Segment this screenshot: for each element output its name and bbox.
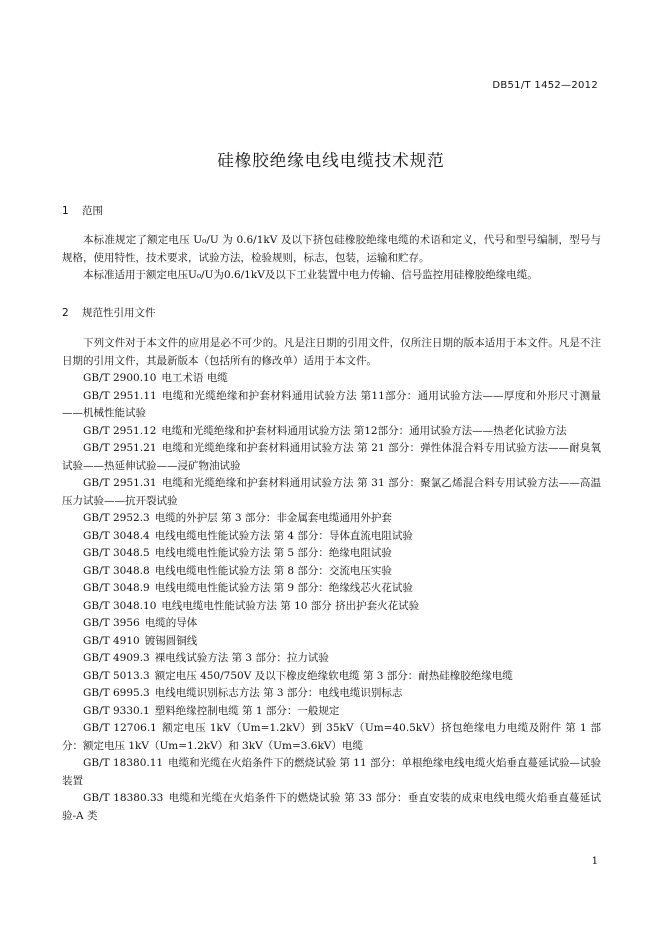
reference-title: 电缆的导体 [144, 617, 198, 629]
reference-code: GB/T 2951.11 [83, 389, 157, 402]
reference-code: GB/T 3048.4 [83, 529, 150, 542]
section-title: 规范性引用文件 [82, 307, 156, 319]
reference-code: GB/T 2951.21 [83, 442, 157, 454]
section-number: 1 [62, 205, 69, 217]
reference-code: GB/T 2900.10 [83, 372, 157, 384]
reference-title: 电线电缆电性能试验方法 第 9 部分：绝缘线芯火花试验 [154, 582, 413, 594]
reference-code: GB/T 12706.1 [83, 722, 157, 734]
reference-code: GB/T 18380.33 [83, 792, 164, 804]
reference-title: 电工术语 电缆 [161, 372, 228, 384]
section-title: 范围 [82, 205, 103, 217]
reference-title: 电缆和光缆绝缘和护套材料通用试验方法 第12部分：通用试验方法——热老化试验方法 [161, 424, 567, 437]
reference-item [62, 790, 601, 825]
reference-item [62, 510, 601, 528]
reference-item [62, 528, 601, 546]
reference-item [62, 668, 601, 686]
reference-item [62, 703, 601, 721]
reference-item [62, 633, 601, 651]
section-1-heading [62, 203, 103, 218]
page-number: 1 [591, 856, 598, 867]
reference-title: 额定电压 1kV（Um=1.2kV）到 35kV（Um=40.5kV）挤包绝缘电力电缆及附件 第 1 部分：额定电压 1kV（Um=1.2kV）和 3kV（Um=3.6kV）电缆 [62, 722, 601, 752]
section-number: 2 [62, 307, 69, 319]
reference-title: 裸电线试验方法 第 3 部分：拉力试验 [154, 652, 329, 664]
reference-code: GB/T 3956 [83, 617, 140, 629]
reference-title: 电缆和光缆绝缘和护套材料通用试验方法 第11部分：通用试验方法——厚度和外形尺寸测量——机械性能试验 [62, 389, 601, 419]
paragraph: 下列文件对于本文件的应用是必不可少的。凡是注日期的引用文件，仅所注日期的版本适用于本文件。凡是不注日期的引用文件，其最新版本（包括所有的修改单）适用于本文件。 [62, 337, 601, 367]
reference-item [62, 440, 601, 475]
reference-item [62, 475, 601, 510]
reference-item [62, 388, 601, 423]
document-code: DB51/T 1452—2012 [492, 80, 598, 91]
reference-item [62, 545, 601, 563]
reference-title: 电线电缆电性能试验方法 第 10 部分 挤出护套火花试验 [161, 599, 420, 612]
reference-code: GB/T 3048.9 [83, 582, 150, 594]
reference-item [62, 598, 601, 616]
reference-item [62, 755, 601, 790]
reference-code: GB/T 5013.3 [83, 669, 150, 682]
reference-code: GB/T 2951.31 [83, 477, 157, 489]
reference-code: GB/T 3048.10 [83, 599, 157, 612]
reference-title: 电缆和光缆在火焰条件下的燃烧试验 第 11 部分：单根绝缘电线电缆火焰垂直蔓延试验—试验装置 [62, 757, 601, 787]
reference-title: 额定电压 450/750V 及以下橡皮绝缘软电缆 第 3 部分：耐热硅橡胶绝缘电缆 [154, 669, 513, 682]
reference-code: GB/T 3048.8 [83, 564, 150, 577]
reference-item [62, 423, 601, 441]
reference-title: 电缆和光缆在火焰条件下的燃烧试验 第 33 部分：垂直安装的成束电线电缆火焰垂直蔓延试验-A 类 [62, 792, 601, 822]
reference-title: 电缆和光缆绝缘和护套材料通用试验方法 第 21 部分：弹性体混合料专用试验方法——耐臭氧试验——热延伸试验——浸矿物油试验 [62, 442, 602, 472]
reference-code: GB/T 9330.1 [83, 704, 150, 717]
reference-code: GB/T 4910 [83, 634, 140, 647]
reference-title: 塑料绝缘控制电缆 第 1 部分：一般规定 [154, 704, 340, 717]
reference-title: 电缆和光缆绝缘和护套材料通用试验方法 第 31 部分：聚氯乙烯混合料专用试验方法——高温压力试验——抗开裂试验 [62, 477, 602, 507]
reference-title: 电线电缆电性能试验方法 第 5 部分：绝缘电阻试验 [154, 547, 392, 559]
reference-code: GB/T 2951.12 [83, 424, 157, 437]
reference-title: 镀锡圆铜线 [144, 634, 198, 647]
references-list [62, 335, 601, 825]
section-2-heading [62, 305, 156, 320]
reference-item [62, 370, 601, 388]
reference-item [62, 720, 601, 755]
reference-code: GB/T 3048.5 [83, 547, 150, 559]
reference-title: 电缆的外护层 第 3 部分：非金属套电缆通用外护套 [154, 512, 392, 524]
reference-item [62, 615, 601, 633]
reference-item [62, 685, 601, 703]
reference-code: GB/T 4909.3 [83, 652, 150, 664]
reference-code: GB/T 6995.3 [83, 687, 150, 699]
paragraph: 本标准适用于额定电压U₀/U为0.6/1kV及以下工业装置中电力传输、信号监控用硅橡胶绝缘电缆。 [83, 269, 538, 281]
reference-item [62, 650, 601, 668]
reference-code: GB/T 2952.3 [83, 512, 150, 524]
reference-title: 电线电缆电性能试验方法 第 4 部分：导体直流电阻试验 [154, 529, 413, 542]
reference-title: 电线电缆识别标志方法 第 3 部分：电线电缆识别标志 [154, 687, 403, 699]
document-title: 硅橡胶绝缘电线电缆技术规范 [217, 151, 445, 170]
section-1-body [62, 232, 601, 285]
reference-code: GB/T 18380.11 [83, 757, 164, 769]
reference-item [62, 580, 601, 598]
reference-item [62, 563, 601, 581]
paragraph: 本标准规定了额定电压 U₀/U 为 0.6/1kV 及以下挤包硅橡胶绝缘电缆的术语和定义，代号和型号编制，型号与规格，使用特性，技术要求，试验方法，检验规则，标志，包装，运输和贮存。 [62, 234, 601, 264]
reference-title: 电线电缆电性能试验方法 第 8 部分：交流电压实验 [154, 564, 392, 577]
